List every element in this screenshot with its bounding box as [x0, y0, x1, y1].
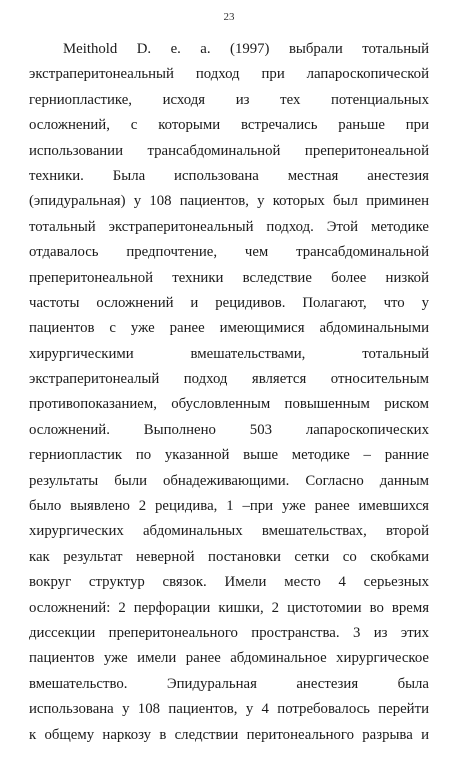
text-line: как результат неверной постановки сетки со скобками — [29, 548, 429, 565]
text-line: пациентов с уже ранее имеющимися абдоминальными — [29, 320, 429, 337]
text-line: вокруг структур связок. Имели место 4 серьезных — [29, 574, 429, 591]
text-line: диссекции преперитонеального пространства. 3 из этих — [29, 624, 429, 641]
text-line: хирургическими вмешательствами, тотальный — [29, 345, 429, 362]
text-line: экстраперитонеальный подход при лапароскопической — [29, 66, 429, 83]
text-line: осложнений. Выполнено 503 лапароскопических — [29, 421, 429, 438]
text-line: экстраперитонеалый подход является относительным — [29, 371, 429, 388]
text-line: герниопластике, исходя из тех потенциальных — [29, 91, 429, 108]
text-line: к общему наркозу в следствии перитонеального разрыва и — [29, 726, 429, 743]
text-line: отдавалось предпочтение, чем трансабдоминальной — [29, 244, 429, 261]
text-line: Meithold D. e. a. (1997) выбрали тотальный — [63, 41, 429, 57]
text-line: вмешательство. Эпидуральная анестезия была — [29, 675, 429, 692]
text-line: осложнений, с которыми встречались раньше при — [29, 117, 429, 134]
text-line: преперитонеальной техники вследствие более низкой — [29, 269, 429, 286]
text-line: результаты были обнадеживающими. Согласно данным — [29, 472, 429, 489]
text-line: осложнений: 2 перфорации кишки, 2 цистотомии во время — [29, 599, 429, 616]
text-line: противопоказанием, обусловленным повышенным риском — [29, 396, 429, 413]
text-line: техники. Была использована местная анестезия — [29, 167, 429, 184]
text-line: герниопластик по указанной выше методике – ранние — [29, 447, 429, 464]
page-number: 23 — [223, 11, 235, 23]
text-line: использовании трансабдоминальной преперитонеальной — [29, 142, 429, 159]
text-line: пациентов уже имели ранее абдоминальное хирургическое — [29, 650, 429, 667]
body-paragraph — [29, 37, 429, 748]
text-line: использована у 108 пациентов, у 4 потребовалось перейти — [29, 701, 429, 718]
text-line: (эпидуральная) у 108 пациентов, у которых был приминен — [29, 193, 429, 210]
text-line: тотальный экстраперитонеальный подход. Этой методике — [29, 218, 429, 235]
text-line: хирургических абдоминальных вмешательствах, второй — [29, 523, 429, 540]
text-line: было выявлено 2 рецидива, 1 –при уже ранее имевшихся — [29, 498, 429, 515]
text-line: частоты осложнений и рецидивов. Полагают, что у — [29, 294, 429, 311]
